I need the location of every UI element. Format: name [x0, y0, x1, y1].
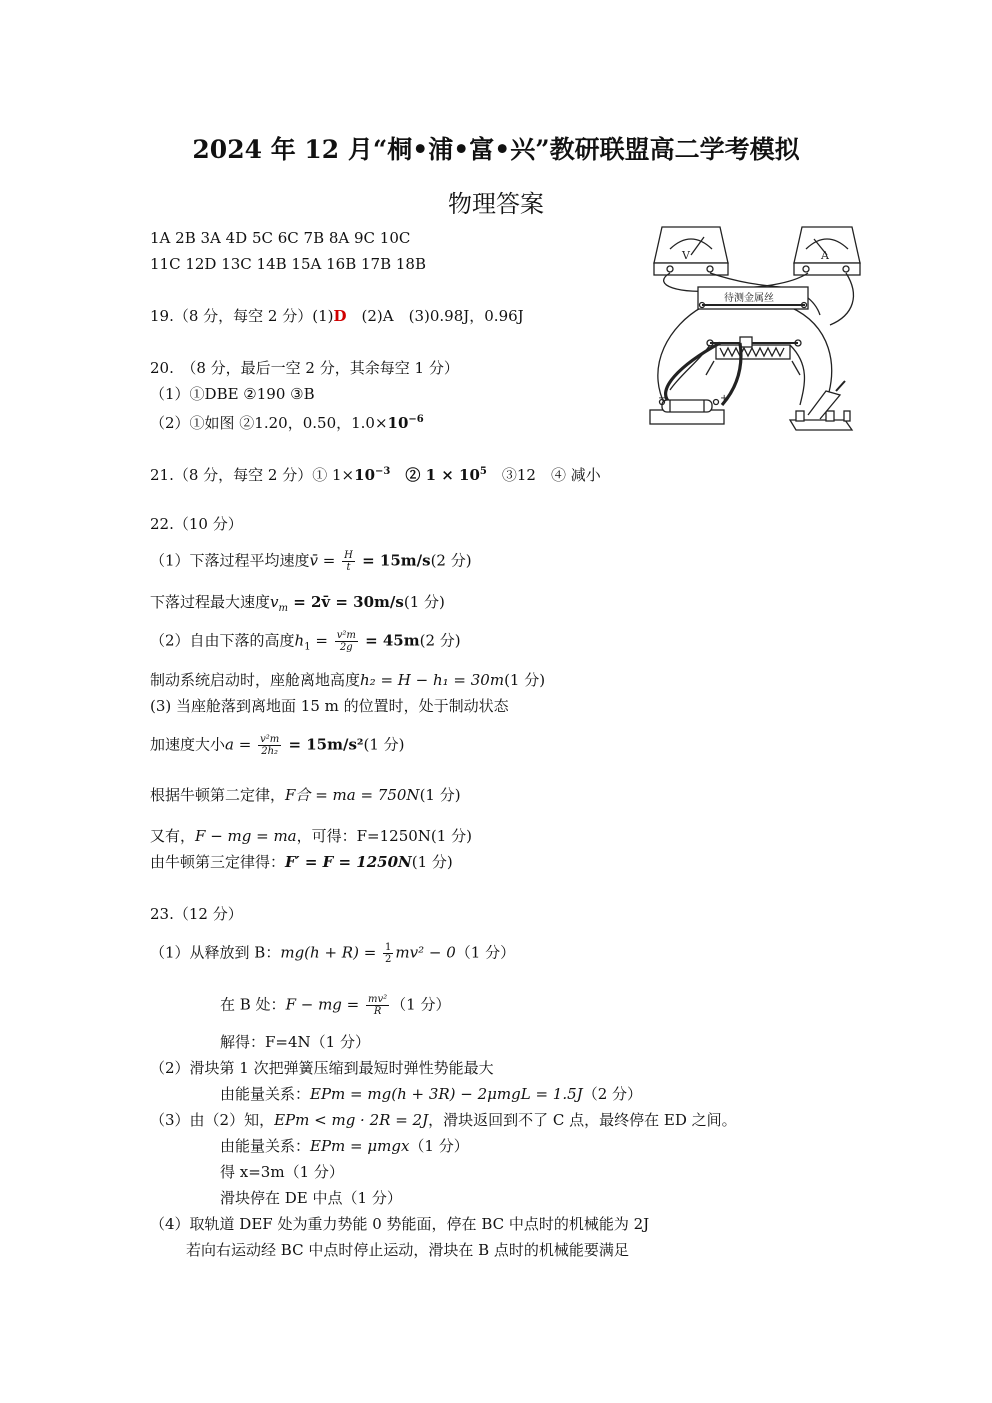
q22-l2-var: v — [270, 593, 279, 611]
q23-l1-den: 2 — [385, 954, 392, 965]
q23-l2-equation: F − mg = — [285, 995, 365, 1014]
q22-l8-rest: ，可得：F=1250N(1 分) — [296, 827, 472, 845]
q21-rest: ③12 ④ 减小 — [486, 466, 601, 484]
q23-l5-equation: EPm = mg(h + 3R) − 2μmgL = 1.5J — [310, 1085, 583, 1103]
q22-line-1 — [150, 550, 472, 573]
q22-l1-text: （1）下落过程平均速度 — [150, 551, 310, 570]
q23-l2-score: （1 分） — [391, 995, 451, 1014]
q22-l6-score: (1 分) — [363, 735, 405, 754]
q21-a1-base: 10 — [354, 466, 376, 484]
q19-prefix: 19.（8 分，每空 2 分）(1) — [150, 307, 334, 325]
q19-answer — [150, 306, 524, 326]
q22-l9-score: (1 分) — [411, 853, 453, 871]
q22-l8-text: 又有， — [150, 827, 196, 845]
q20-power-exp: −6 — [408, 414, 424, 425]
q22-l3-den: 2g — [339, 642, 353, 653]
q20-power-base: 10 — [387, 414, 409, 432]
q23-l7-equation: EPm = μmgx — [310, 1137, 410, 1155]
q23-heading: 23.（12 分） — [150, 905, 243, 923]
q22-l1-var: v̄ = — [309, 551, 341, 570]
q22-l2-result: = 2v̄ = 30m/s — [287, 593, 404, 611]
q22-l7-equation: F合 = ma = 750N — [285, 786, 420, 804]
q21-answer — [150, 462, 601, 485]
q22-l3-sub: 1 — [304, 641, 311, 653]
voltmeter-label: V — [682, 249, 690, 262]
q23-l1-num: 1 — [385, 942, 392, 953]
q21-a1-exp: −3 — [375, 466, 391, 477]
q23-l2-num: mv² — [368, 994, 388, 1005]
q22-l1-den: t — [346, 562, 351, 573]
q23-l2-text: 在 B 处： — [220, 995, 286, 1014]
q22-l2-score: (1 分) — [403, 593, 445, 611]
q23-l7-text: 由能量关系： — [220, 1137, 311, 1155]
q22-l6-num: v²m — [260, 734, 280, 745]
q21-prefix: 21.（8 分，每空 2 分）① 1× — [150, 466, 355, 484]
q22-l4-text: 制动系统启动时，座舱离地高度 — [150, 671, 361, 689]
q22-line-9 — [150, 852, 453, 872]
q23-line-7 — [220, 1136, 469, 1156]
q22-l6-den: 2h₂ — [261, 746, 279, 757]
q22-l2-text: 下落过程最大速度 — [150, 593, 271, 611]
q22-l2-sub: m — [278, 603, 288, 614]
q22-l1-fraction — [342, 550, 355, 573]
rheostat-icon — [706, 337, 801, 375]
q22-l4-equation: h₂ = H − h₁ = 30m — [360, 671, 505, 689]
q22-l9-text: 由牛顿第三定律得： — [150, 853, 286, 871]
q22-l1-num: H — [344, 550, 353, 561]
battery-plus-label: + — [720, 393, 729, 404]
switch-icon — [790, 381, 852, 430]
q22-l3-num: v²m — [336, 630, 356, 641]
choice-answers-row-2: 11C 12D 13C 14B 15A 16B 17B 18B — [150, 255, 426, 273]
q22-line-3: （2）自由下落的高度$h_1$ = $\frac{\text{v²m}}{2g}$ = 45m(2 分) — [150, 630, 461, 653]
q23-line-4: （2）滑块第 1 次把弹簧压缩到最短时弹性势能最大 — [150, 1059, 494, 1077]
q22-l6-text: 加速度大小 — [150, 735, 226, 754]
q20-heading: 20. （8 分，最后一空 2 分，其余每空 1 分） — [150, 359, 459, 377]
q22-l6-var: a = — [225, 735, 257, 754]
q22-line-5: (3) 当座舱落到离地面 15 m 的位置时，处于制动状态 — [150, 697, 509, 715]
q22-line-4 — [150, 670, 545, 690]
q23-l2-den: R — [373, 1006, 382, 1017]
q22-l6-result: = 15m/s² — [283, 735, 364, 754]
q23-l6-text: （3）由（2）知， — [150, 1111, 275, 1129]
q23-line-10: （4）取轨道 DEF 处为重力势能 0 势能面，停在 BC 中点时的机械能为 2J — [150, 1215, 650, 1233]
q23-l6-rest: ，滑块返回到不了 C 点，最终停在 ED 之间。 — [428, 1111, 737, 1129]
q23-l1-equation-2: mv² − 0 — [395, 943, 456, 962]
page-subtitle: 物理答案 — [448, 190, 544, 218]
q22-l3-score: (2 分) — [419, 631, 461, 650]
q22-line-6 — [150, 734, 405, 757]
q23-l1-text: （1）从释放到 B： — [150, 943, 281, 962]
q23-line-1 — [150, 942, 515, 965]
q22-l4-score: (1 分) — [504, 671, 546, 689]
q23-line-2 — [220, 994, 450, 1017]
q23-line-8: 得 x=3m（1 分） — [220, 1163, 344, 1181]
q22-l7-score: (1 分) — [419, 786, 461, 804]
q22-l3-text: （2）自由下落的高度 — [150, 631, 295, 650]
q21-mid: ② 1 × — [390, 466, 460, 484]
q23-line-11: 若向右运动经 BC 中点时停止运动，滑块在 B 点时的机械能要满足 — [186, 1241, 629, 1259]
q22-l3-var: h — [294, 631, 305, 650]
q22-heading: 22.（10 分） — [150, 515, 243, 533]
q23-line-3: 解得：F=4N（1 分） — [220, 1033, 370, 1051]
choice-answers-row-1: 1A 2B 3A 4D 5C 6C 7B 8A 9C 10C — [150, 229, 411, 247]
battery-minus-label: − — [658, 393, 667, 404]
q20-part-1: （1）①DBE ②190 ③B — [150, 385, 315, 403]
q22-l1-result: = 15m/s — [356, 551, 431, 570]
q23-l1-fraction — [383, 942, 393, 965]
q23-l1-equation: mg(h + R) = — [280, 943, 382, 962]
circuit-diagram — [640, 215, 865, 440]
q23-line-6 — [150, 1110, 737, 1130]
q19-answer-1: D — [333, 307, 347, 325]
q23-l7-score: （1 分） — [409, 1137, 469, 1155]
q22-l8-equation: F − mg = ma — [195, 827, 297, 845]
q20-part-2 — [150, 410, 424, 433]
q19-rest: (2)A (3)0.98J，0.96J — [346, 307, 524, 325]
q23-line-9: 滑块停在 DE 中点（1 分） — [220, 1189, 402, 1207]
q22-l3-fraction — [335, 630, 358, 653]
q22-line-7 — [150, 785, 461, 805]
q20-part-2-text: （2）①如图 ②1.20，0.50，1.0× — [150, 414, 388, 432]
q23-l2-fraction — [366, 994, 389, 1017]
voltmeter-icon — [654, 227, 728, 275]
q22-line-8 — [150, 826, 472, 846]
q22-l6-fraction — [258, 734, 281, 757]
q22-l9-equation: F′ = F = 1250N — [285, 853, 412, 871]
q22-l3-result: = 45m — [359, 631, 420, 650]
q23-l6-equation: EPm < mg · 2R = 2J — [274, 1111, 429, 1129]
q23-l5-score: （2 分） — [582, 1085, 642, 1103]
wire-label: 待测金属丝 — [724, 293, 774, 304]
q21-a2-exp: 5 — [479, 466, 487, 477]
q22-l1-score: (2 分) — [430, 551, 472, 570]
q22-line-2 — [150, 592, 445, 619]
q23-line-5 — [220, 1084, 642, 1104]
q21-a2-base: 10 — [459, 466, 480, 484]
page-title: 2024 年 12 月“桐•浦•富•兴”教研联盟高二学考模拟 — [192, 135, 800, 164]
q23-l5-text: 由能量关系： — [220, 1085, 311, 1103]
q22-l7-text: 根据牛顿第二定律， — [150, 786, 286, 804]
ammeter-label: A — [821, 249, 829, 262]
q23-l1-score: （1 分） — [455, 943, 516, 962]
